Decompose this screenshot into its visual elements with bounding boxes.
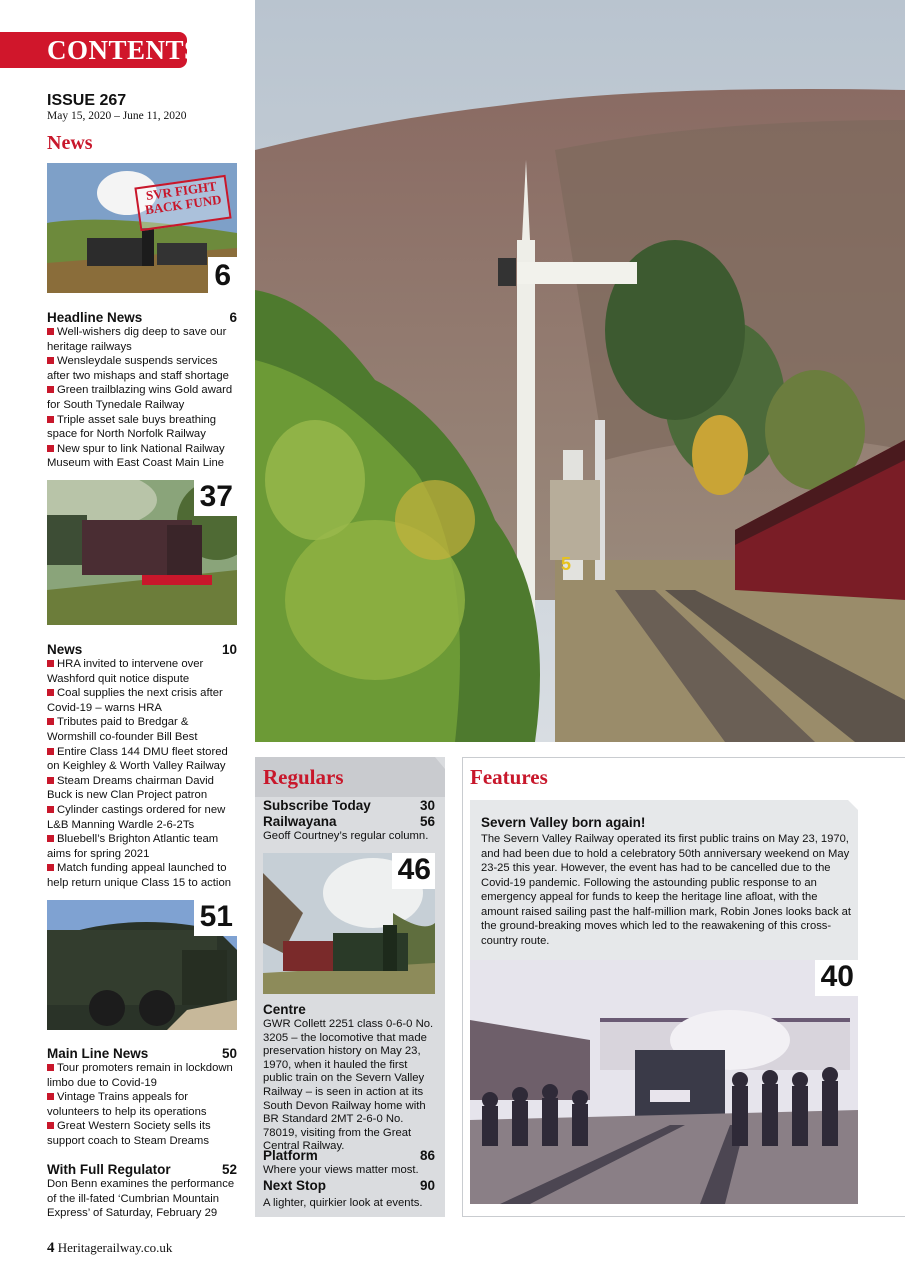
- list-item: [47, 657, 237, 686]
- section-title: Main Line News: [47, 1046, 149, 1061]
- list-item: [47, 1119, 237, 1148]
- section-description: A lighter, quirkier look at events.: [263, 1197, 423, 1209]
- regulator-title[interactable]: [47, 1162, 237, 1177]
- features-heading: Features: [470, 765, 548, 789]
- railwayana-item[interactable]: [263, 814, 435, 844]
- list-item-text: Green trailblazing wins Gold award for South Tynedale Railway: [47, 384, 233, 411]
- list-item: [47, 442, 237, 471]
- news-photo-svr[interactable]: [47, 163, 237, 293]
- list-item-text: Vintage Trains appeals for volunteers to help its operations: [47, 1091, 207, 1118]
- issue-date: May 15, 2020 – June 11, 2020: [47, 110, 187, 122]
- bullet-square-icon: [47, 1093, 54, 1100]
- bullet-square-icon: [47, 328, 54, 335]
- svr-fund-stamp: SVR FIGHT BACK FUND: [134, 175, 231, 231]
- regulator-description: Don Benn examines the performance of the ill-fated ‘Cumbrian Mountain Express’ of Saturday, February 29: [47, 1178, 235, 1220]
- platform-item[interactable]: [263, 1148, 435, 1178]
- news-photo-mainline[interactable]: [47, 900, 237, 1030]
- section-page: 52: [221, 1162, 237, 1177]
- section-title: Next Stop: [263, 1178, 327, 1193]
- nextstop-item[interactable]: [263, 1178, 435, 1211]
- section-page: 10: [221, 642, 237, 657]
- page-footer: [47, 1240, 172, 1257]
- section-page: 56: [419, 814, 435, 829]
- list-item-text: Cylinder castings ordered for new L&B Manning Wardle 2-6-2Ts: [47, 803, 226, 831]
- news-photo-pannier[interactable]: [47, 480, 237, 625]
- bullet-square-icon: [47, 835, 54, 842]
- section-title: News: [47, 642, 83, 657]
- contents-tab: CONTENTS: [0, 32, 187, 68]
- bullet-square-icon: [47, 416, 54, 423]
- list-item-text: Tour promoters remain in lockdown limbo due to Covid-19: [47, 1062, 233, 1089]
- section-description: Geoff Courtney’s regular column.: [263, 830, 429, 842]
- subscribe-item[interactable]: [263, 798, 435, 814]
- bullet-square-icon: [47, 748, 54, 755]
- list-item: [47, 325, 237, 354]
- page-number-badge: 40: [815, 960, 858, 996]
- feature-description: The Severn Valley Railway operated its first public trains on May 23, 1970, and had been due to hold a celebratory 50th anniversary weekend on May 23-25 this year. However, the event has had to be cancelled due to the Covid-19 pandemic. Following the astounding public response to an emergency appeal for funds to keep the heritage line afloat, with the amount raised sailing past the half-million mark, Robin Jones looks back at the ground-breaking moves which led to the reawakening of this cross-country route.: [481, 833, 851, 947]
- section-page: 86: [419, 1148, 435, 1163]
- list-item-text: New spur to link National Railway Museum with East Coast Main Line: [47, 442, 225, 470]
- bullet-square-icon: [47, 864, 54, 871]
- list-item: [47, 861, 237, 890]
- centre-item[interactable]: [263, 1002, 435, 1154]
- list-item-text: Steam Dreams chairman David Buck is new Clan Project patron: [47, 774, 214, 802]
- headline-news-section: [47, 310, 237, 471]
- section-title: Platform: [263, 1148, 318, 1163]
- section-title: Centre: [263, 1002, 306, 1017]
- mainline-news-title[interactable]: [47, 1046, 237, 1061]
- regulars-photo-centre[interactable]: [263, 853, 435, 994]
- list-item: [47, 832, 237, 861]
- list-item-text: Triple asset sale buys breathing space for North Norfolk Railway: [47, 413, 217, 441]
- page-number-badge: 6: [208, 257, 237, 293]
- bullet-square-icon: [47, 718, 54, 725]
- list-item: [47, 803, 237, 832]
- section-description: Where your views matter most.: [263, 1164, 419, 1176]
- bullet-square-icon: [47, 777, 54, 784]
- regulator-section: [47, 1162, 237, 1221]
- list-item-text: Entire Class 144 DMU fleet stored on Keighley & Worth Valley Railway: [47, 745, 228, 773]
- list-item-text: Tributes paid to Bredgar & Wormshill co-founder Bill Best: [47, 716, 198, 743]
- list-item-text: Bluebell’s Brighton Atlantic team aims for spring 2021: [47, 833, 219, 860]
- hero-photo-scene: [255, 0, 905, 742]
- list-item: [47, 354, 237, 383]
- page-number-badge: 46: [392, 853, 435, 889]
- severn-photo-scene: [470, 960, 858, 1204]
- list-item: [47, 686, 237, 715]
- page-number-badge: 51: [194, 900, 237, 936]
- headline-news-title[interactable]: [47, 310, 237, 325]
- bullet-square-icon: [47, 357, 54, 364]
- footer-site: Heritagerailway.co.uk: [57, 1240, 173, 1255]
- section-page: 6: [229, 310, 237, 325]
- bullet-square-icon: [47, 386, 54, 393]
- list-item: [47, 715, 237, 744]
- section-title: Subscribe Today: [263, 798, 371, 813]
- list-item-text: HRA invited to intervene over Washford quit notice dispute: [47, 658, 204, 685]
- bullet-square-icon: [47, 1122, 54, 1129]
- page-number-badge: 37: [194, 480, 237, 516]
- bullet-square-icon: [47, 445, 54, 452]
- list-item: [47, 1061, 237, 1090]
- footer-page-number: 4: [47, 1240, 55, 1256]
- list-item: [47, 774, 237, 803]
- list-item: [47, 413, 237, 442]
- bullet-square-icon: [47, 660, 54, 667]
- list-item-text: Match funding appeal launched to help return unique Class 15 to action: [47, 862, 232, 889]
- mainline-news-section: [47, 1046, 237, 1149]
- bullet-square-icon: [47, 1064, 54, 1071]
- bullet-square-icon: [47, 806, 54, 813]
- section-page: 30: [419, 798, 435, 813]
- list-item-text: Wensleydale suspends services after two mishaps and staff shortage: [47, 355, 229, 382]
- section-title: With Full Regulator: [47, 1162, 171, 1177]
- list-item: [47, 383, 237, 412]
- list-item: [47, 1090, 237, 1119]
- feature-photo-severn[interactable]: [470, 960, 858, 1204]
- issue-number: ISSUE 267: [47, 92, 127, 109]
- news-title[interactable]: [47, 642, 237, 657]
- section-page: 50: [221, 1046, 237, 1061]
- feature-title[interactable]: Severn Valley born again!: [481, 815, 646, 830]
- hero-photo: [255, 0, 905, 742]
- signal-box-number: 5: [561, 554, 572, 574]
- section-page: 90: [419, 1178, 435, 1193]
- news-heading: News: [47, 132, 93, 154]
- section-title: Railwayana: [263, 814, 337, 829]
- bullet-square-icon: [47, 689, 54, 696]
- list-item-text: Well-wishers dig deep to save our heritage railways: [47, 326, 227, 353]
- list-item-text: Coal supplies the next crisis after Covid-19 – warns HRA: [47, 687, 223, 714]
- section-title: Headline News: [47, 310, 143, 325]
- news-section: [47, 642, 237, 891]
- list-item-text: Great Western Society sells its support coach to Steam Dreams: [47, 1120, 211, 1147]
- section-description: GWR Collett 2251 class 0-6-0 No. 3205 – the locomotive that made preservation history on May 23, 1970, when it hauled the first public train on the Severn Valley Railway – is seen in action at its South Devon Railway home with BR Standard 2MT 2-6-0 No. 78019, visiting from the Great Central Railway.: [263, 1018, 434, 1153]
- list-item: [47, 745, 237, 774]
- regulars-heading: Regulars: [263, 765, 344, 789]
